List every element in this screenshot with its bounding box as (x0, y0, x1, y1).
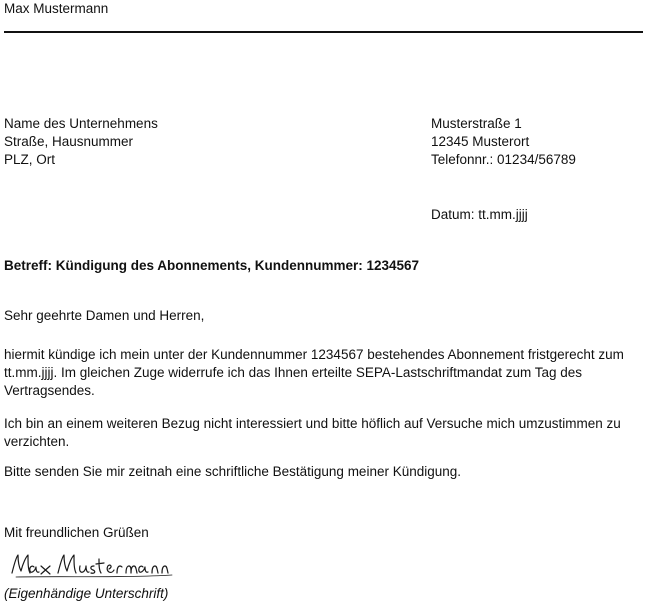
signature-note: (Eigenhändige Unterschrift) (4, 586, 169, 601)
body-paragraph-1-line-1: hiermit kündige ich mein unter der Kundennummer 1234567 bestehendes Abonnement fristgerecht zum (4, 347, 624, 362)
sender-phone: Telefonnr.: 01234/56789 (431, 152, 576, 167)
body-paragraph-3-line-1: Bitte senden Sie mir zeitnah eine schriftliche Bestätigung meiner Kündigung. (4, 464, 462, 479)
handwritten-signature (6, 551, 176, 581)
recipient-street: Straße, Hausnummer (4, 134, 134, 149)
sender-address-block (431, 115, 641, 169)
sender-street: Musterstraße 1 (431, 116, 522, 131)
body-paragraph-1-line-3: Vertragsendes. (4, 383, 95, 398)
body-paragraph-2-line-1: Ich bin an einem weiteren Bezug nicht interessiert und bitte höflich auf Versuche mich umzustimmen zu (4, 416, 621, 431)
sender-name-header: Max Mustermann (4, 1, 109, 16)
body-paragraph-2 (4, 415, 644, 451)
body-paragraph-1 (4, 346, 644, 400)
salutation: Sehr geehrte Damen und Herren, (4, 308, 205, 323)
letter-date: Datum: tt.mm.jjjj (431, 207, 528, 222)
body-paragraph-2-line-2: verzichten. (4, 434, 70, 449)
header-divider (4, 31, 643, 33)
closing-phrase: Mit freundlichen Grüßen (4, 525, 149, 540)
body-paragraph-3 (4, 463, 644, 481)
body-paragraph-1-line-2: tt.mm.jjjj. Im gleichen Zuge widerrufe ich das Ihnen erteilte SEPA-Lastschriftmandat zum Tag des (4, 365, 583, 380)
sender-city: 12345 Musterort (431, 134, 530, 149)
letter-subject: Betreff: Kündigung des Abonnements, Kundennummer: 1234567 (4, 258, 420, 273)
recipient-company: Name des Unternehmens (4, 116, 158, 131)
recipient-address-block (4, 115, 364, 169)
recipient-city: PLZ, Ort (4, 152, 56, 167)
